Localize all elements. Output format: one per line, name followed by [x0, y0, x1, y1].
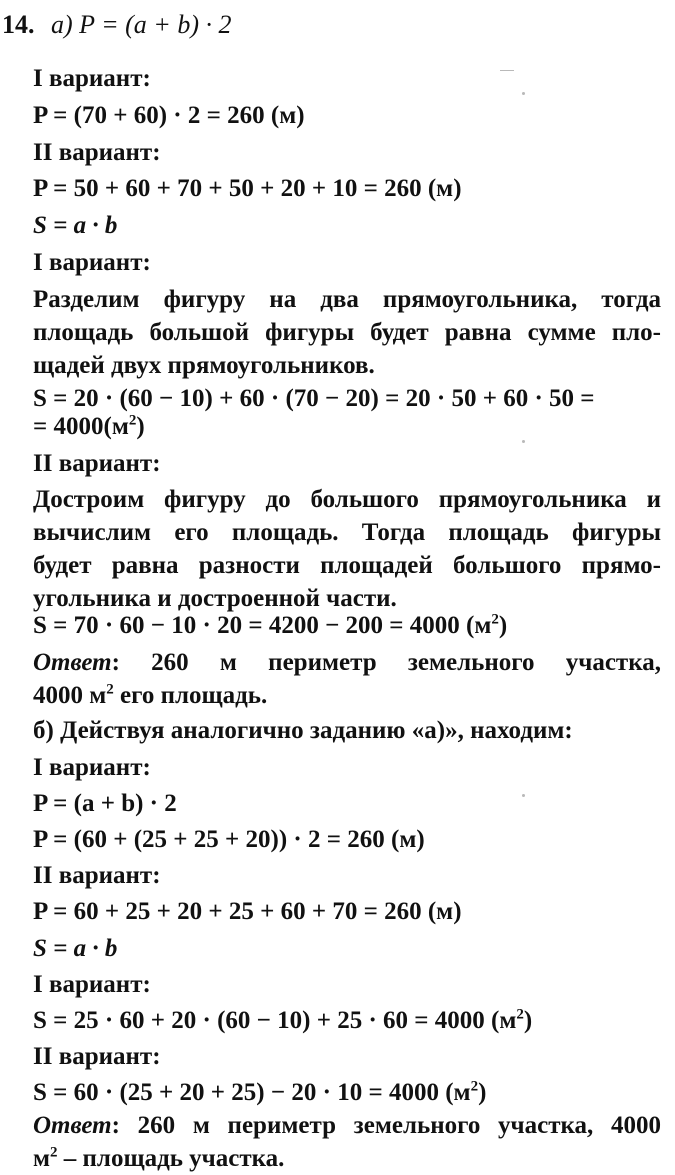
b-area-equation-1-end: )	[523, 1007, 533, 1034]
b-perimeter-equation-2: P = 60 + 25 + 20 + 25 + 60 + 70 = 260 (м)	[33, 898, 462, 925]
scan-speck	[522, 440, 525, 443]
answer-b-text-2-exponent: 2	[50, 1144, 58, 1161]
perimeter-equation-1: P = (70 + 60) · 2 = 260 (м)	[33, 102, 305, 129]
answer-b-line-2	[33, 1142, 661, 1175]
area-method-1-text	[33, 283, 661, 382]
answer-a-text-2-exponent: 2	[106, 681, 114, 698]
b-area-equation-1	[33, 1004, 661, 1037]
b-area-equation-1-exponent: 2	[516, 1006, 524, 1023]
b-area-formula: S = a · b	[33, 935, 118, 962]
b-variant-2-label-area: II вариант:	[33, 1043, 161, 1070]
answer-a-label: Ответ	[33, 649, 112, 676]
b-variant-1-label: I вариант:	[33, 754, 151, 781]
area-method-2-line-3: будет равна разности площадей большого прямо-	[33, 552, 661, 579]
variant-2-label-area: II вариант:	[33, 450, 161, 477]
answer-a-line-1	[33, 646, 661, 679]
variant-1-label-area: I вариант:	[33, 249, 151, 276]
answer-b-line-1	[33, 1109, 661, 1142]
area-equation-1a: S = 20 · (60 − 10) + 60 · (70 − 20) = 20 · 50 + 60 · 50 =	[33, 385, 595, 412]
answer-b-label: Ответ	[33, 1112, 112, 1139]
b-area-equation-2-end: )	[478, 1079, 487, 1106]
answer-b-text-2-main: м	[33, 1145, 51, 1172]
area-equation-2-main: S = 70 · 60 − 10 · 20 = 4200 − 200 = 4000 (м	[33, 612, 492, 639]
area-method-2-line-2: вычислим его площадь. Тогда площадь фигуры	[33, 519, 661, 546]
b-area-equation-2	[33, 1076, 661, 1109]
area-formula: S = a · b	[33, 212, 118, 239]
answer-a-text-2-end: его площадь.	[113, 682, 268, 709]
area-method-2-line-4: угольника и достроенной части.	[33, 585, 397, 612]
area-method-2-line-1: Достроим фигуру до большого прямоугольника и	[33, 486, 661, 513]
b-area-equation-1-main: S = 25 · 60 + 20 · (60 − 10) + 25 · 60 = 4000 (м	[33, 1007, 517, 1034]
variant-1-label: I вариант:	[33, 65, 151, 92]
area-equation-2-exponent: 2	[491, 611, 499, 628]
scan-mark	[500, 70, 514, 71]
area-method-2-text	[33, 483, 661, 615]
area-method-1-line-1: Разделим фигуру на два прямоугольника, тогда	[33, 286, 661, 313]
area-method-1-line-2: площадь большой фигуры будет равна сумме пло-	[33, 319, 661, 346]
answer-a-text-2-main: 4000 м	[33, 682, 107, 709]
b-area-equation-2-exponent: 2	[470, 1078, 479, 1095]
b-perimeter-formula: P = (a + b) · 2	[33, 790, 177, 817]
area-equation-2-end: )	[498, 612, 508, 639]
task-header	[2, 8, 231, 41]
area-equation-1b-main: = 4000(м	[33, 413, 129, 440]
area-equation-1b-end: )	[136, 413, 145, 440]
scan-speck	[522, 92, 525, 95]
answer-b	[33, 1109, 661, 1175]
answer-a-line-2	[33, 679, 661, 712]
answer-a-text-1: : 260 м периметр земельного участка,	[111, 649, 661, 676]
scan-speck	[522, 794, 525, 797]
part-b-header: б) Действуя аналогично заданию «а)», находим:	[33, 717, 573, 744]
answer-a	[33, 646, 661, 712]
answer-b-text-2-end: – площадь участка.	[57, 1145, 285, 1172]
b-variant-1-label-area: I вариант:	[33, 971, 151, 998]
area-equation-1b	[33, 410, 661, 443]
b-perimeter-equation-1: P = (60 + (25 + 25 + 20)) · 2 = 260 (м)	[33, 826, 425, 853]
area-equation-2	[33, 609, 661, 642]
area-equation-1b-exponent: 2	[128, 412, 137, 429]
variant-2-label: II вариант:	[33, 139, 161, 166]
b-area-equation-2-main: S = 60 · (25 + 20 + 25) − 20 · 10 = 4000 (м	[33, 1079, 471, 1106]
answer-b-text-1: : 260 м периметр земельного участка, 4000	[111, 1112, 661, 1139]
part-a-header: а) P = (a + b) · 2	[51, 10, 232, 39]
task-number: 14.	[2, 10, 35, 39]
b-variant-2-label: II вариант:	[33, 862, 161, 889]
area-method-1-line-3: щадей двух прямоугольников.	[33, 352, 375, 379]
perimeter-equation-2: P = 50 + 60 + 70 + 50 + 20 + 10 = 260 (м)	[33, 175, 462, 202]
